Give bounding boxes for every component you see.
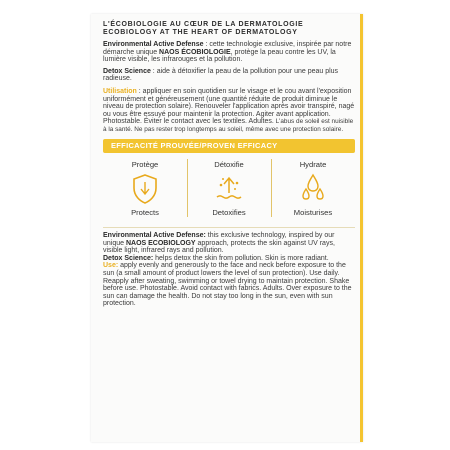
en-detox-text: helps detox the skin from pollution. Skin is more radiant.: [153, 254, 329, 262]
efficacy-label-fr: Protège: [131, 159, 159, 169]
fr-detox-text: : aide à détoxifier la peau de la pollution pour une peau plus radieuse.: [103, 67, 339, 83]
efficacy-protect: [103, 153, 187, 225]
fr-use-warning: L'abus de soleil est nuisible à la santé. Ne pas rester trop longtemps au soleil, même avec une protection solaire.: [103, 118, 354, 134]
efficacy-hydrate: [271, 153, 355, 225]
fr-detox-paragraph: [103, 68, 355, 83]
efficacy-detox: [187, 153, 271, 225]
en-env-text-1: this exclusive technology, inspired by our unique: [103, 231, 335, 247]
fr-env-brand: NAOS ÉCOBIOLOGIE: [159, 48, 231, 56]
efficacy-banner: EFFICACITÉ PROUVÉE/PROVEN EFFICACY: [103, 139, 355, 153]
fr-env-paragraph: [103, 41, 355, 64]
en-env-title: Environmental Active Defense:: [103, 231, 206, 239]
en-detox-title: Detox Science:: [103, 254, 154, 262]
fr-detox-title: Detox Science: [103, 67, 151, 75]
en-env-brand: NAOS ECOBIOLOGY: [125, 239, 196, 247]
efficacy-label-fr: Hydrate: [299, 159, 327, 169]
en-detox-paragraph: [103, 255, 355, 263]
efficacy-label-en: Protects: [131, 207, 159, 217]
en-env-text-2: approach, protects the skin against UV rays, visible light, infrared rays and pollution.: [103, 239, 335, 255]
efficacy-label-en: Detoxifies: [212, 207, 246, 217]
droplets-icon: [298, 173, 328, 205]
fr-use-text: : appliquer en soin quotidien sur le visage et le cou avant l'exposition uniformément et généreusement (une quantité réduite de produit diminue le niveau de protection solaire). Renouveler l'application après avoir transpiré, nagé ou vous être essuyé pour maintenir la protection. Agiter avant application. Photostable. Éviter le contact avec les textiles. Adultes.: [103, 87, 355, 126]
shield-icon: [130, 173, 160, 205]
header-line-en: ECOBIOLOGY AT THE HEART OF DERMATOLOGY: [103, 29, 298, 36]
efficacy-grid: [103, 153, 355, 225]
fr-use-title: Utilisation: [103, 87, 137, 95]
en-use-title: Use:: [103, 262, 119, 270]
en-use-text: apply evenly and generously to the face and neck before exposure to the sun (a small amount of product lowers the level of sun protection). Use daily. Reapply after sweating, swimming or towel drying to maintain protection. Shake before use. Photostable. Avoid contact with fabrics. Adults. Over exposure to the sun can damage the health. Do not stay too long in the sun, even with sun protection.: [103, 262, 352, 308]
fr-env-text-2: , protège la peau contre les UV, la lumière visible, les infrarouges et la pollution.: [103, 48, 336, 64]
fr-use-paragraph: [103, 88, 355, 134]
en-env-paragraph: [103, 232, 355, 255]
fr-env-title: Environmental Active Defense: [103, 41, 204, 48]
detox-icon: [214, 173, 244, 205]
product-leaflet: [91, 14, 363, 442]
header-line-fr: L'ÉCOBIOLOGIE AU CŒUR DE LA DERMATOLOGIE: [103, 21, 304, 28]
efficacy-label-en: Moisturises: [293, 207, 333, 217]
en-use-paragraph: [103, 262, 355, 308]
leaflet-content: [103, 21, 355, 308]
efficacy-label-fr: Détoxifie: [214, 159, 244, 169]
fr-env-text-1: : cette technologie exclusive, inspirée par notre démarche unique: [103, 41, 352, 56]
leaflet-edge-stripe: [360, 14, 363, 442]
